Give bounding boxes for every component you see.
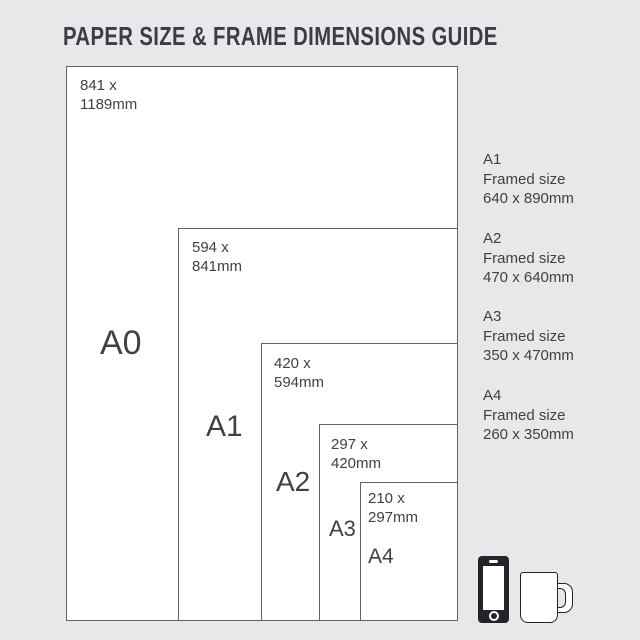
paper-a1-dimensions (192, 238, 242, 276)
legend-a2-dims: 470 x 640mm (483, 269, 574, 286)
legend-a2-label: Framed size (483, 249, 566, 267)
paper-a4-dim-line2: 297mm (368, 509, 419, 526)
paper-a4-dim-line1: 210 x (368, 490, 405, 507)
paper-a3-dim-line2: 420mm (331, 455, 382, 472)
paper-a0-label: A0 (100, 324, 142, 362)
legend-a1-size: A1 (483, 151, 502, 168)
legend-a4-group (483, 386, 574, 445)
paper-a3-dimensions (331, 435, 381, 473)
legend-a4-label: Framed size (483, 406, 566, 424)
phone-icon (478, 556, 509, 623)
legend-a1-group (483, 150, 574, 209)
paper-a0-dim-line2: 1189mm (80, 96, 138, 113)
paper-a2-label: A2 (276, 466, 311, 497)
paper-a1-dim-line1: 594 x (192, 239, 229, 256)
legend-a2-size: A2 (483, 230, 502, 247)
paper-a1-label: A1 (206, 410, 243, 443)
phone-screen (483, 566, 504, 610)
paper-a0-dimensions (80, 76, 137, 114)
legend-a1-label: Framed size (483, 170, 566, 188)
paper-a2-dimensions (274, 354, 324, 392)
paper-a4-label: A4 (368, 545, 394, 568)
paper-a3-label: A3 (329, 516, 356, 541)
phone-home-button (489, 611, 499, 621)
legend-a2-group (483, 229, 574, 288)
legend-a1-dims: 640 x 890mm (483, 190, 574, 207)
paper-a2-dim-line2: 594mm (274, 374, 325, 391)
legend-a4-dims: 260 x 350mm (483, 426, 574, 443)
paper-a3-dim-line1: 297 x (331, 436, 368, 453)
page-title: PAPER SIZE & FRAME DIMENSIONS GUIDE (63, 21, 498, 51)
paper-a0-dim-line1: 841 x (80, 77, 117, 94)
paper-a1-dim-line2: 841mm (192, 258, 243, 275)
paper-a4-dimensions (368, 489, 418, 527)
phone-speaker (489, 560, 498, 563)
legend-a3-group (483, 307, 574, 366)
legend-a3-label: Framed size (483, 327, 566, 345)
legend-a3-dims: 350 x 470mm (483, 347, 574, 364)
mug-icon (520, 572, 558, 623)
legend-a3-size: A3 (483, 308, 502, 325)
legend-a4-size: A4 (483, 387, 502, 404)
paper-a2-dim-line1: 420 x (274, 355, 311, 372)
